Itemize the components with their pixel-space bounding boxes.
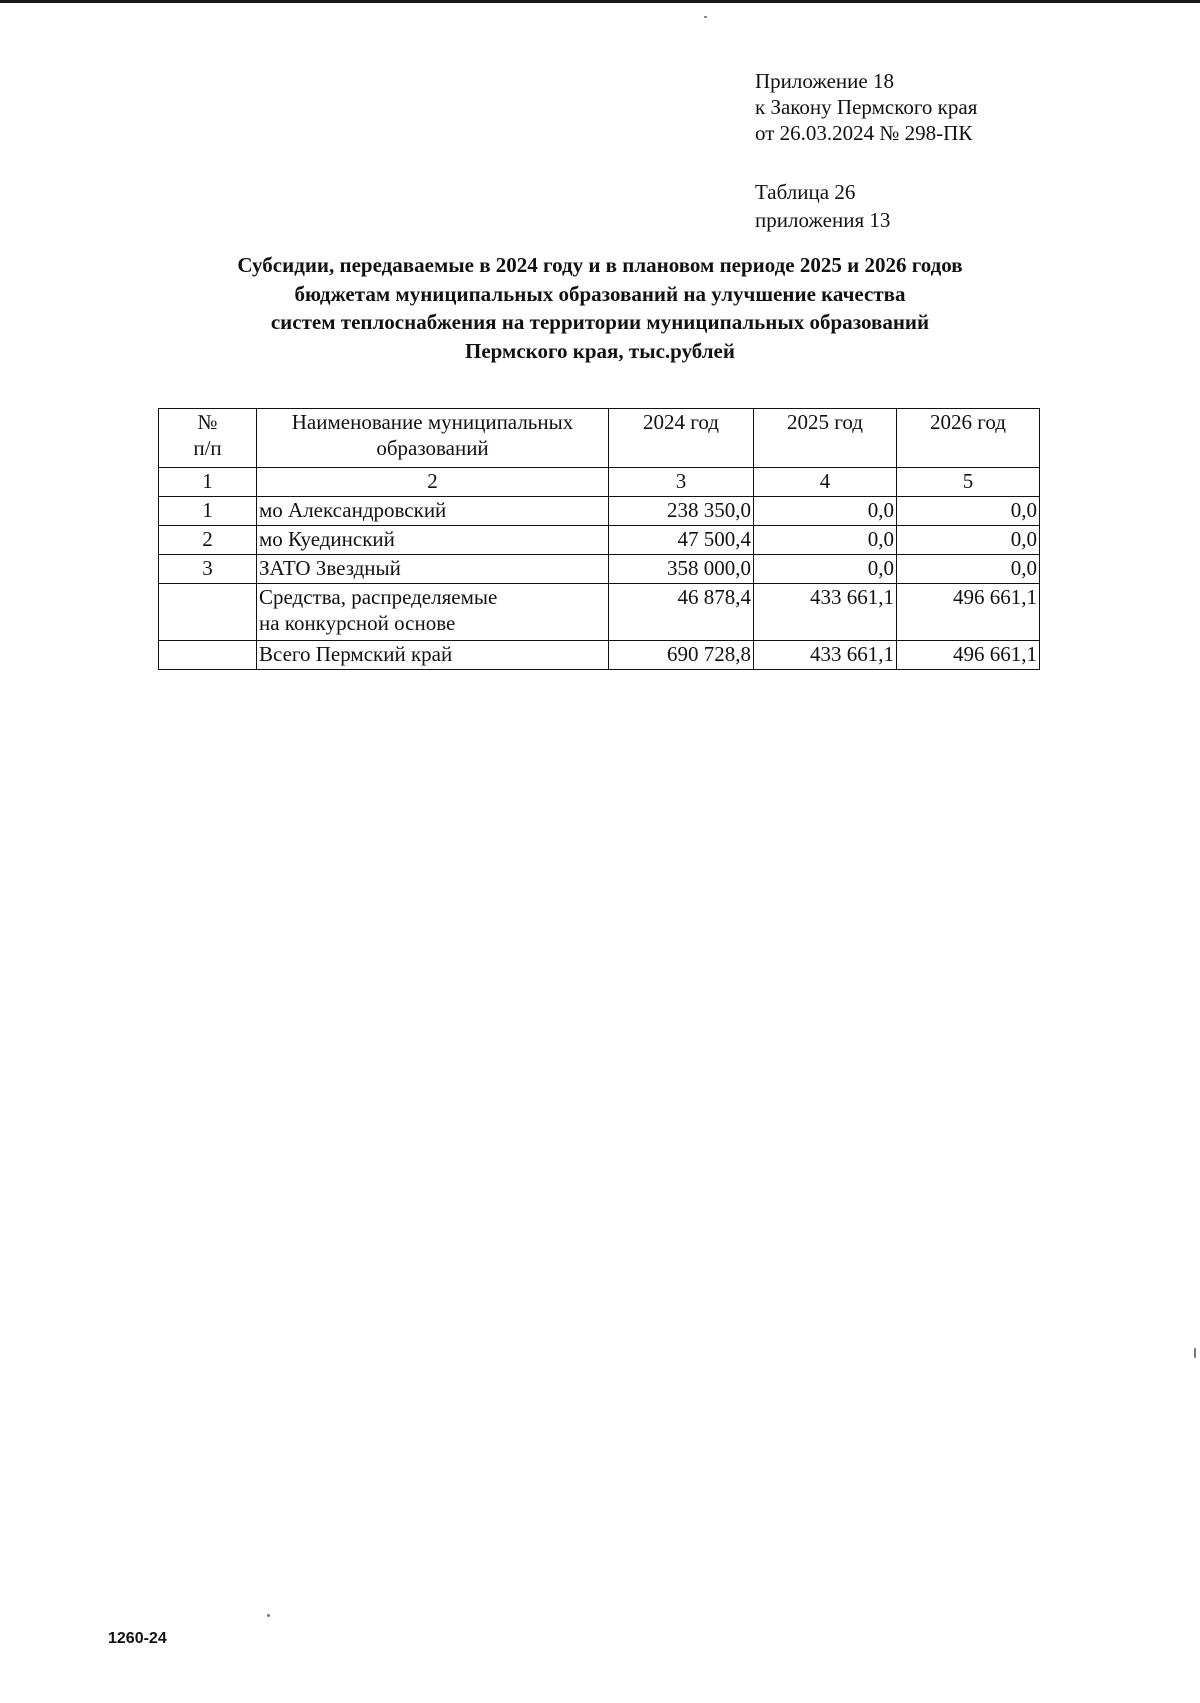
appendix-line: к Закону Пермского края: [755, 95, 978, 119]
row-2024: 238 350,0: [609, 497, 754, 526]
column-index: 2: [257, 468, 609, 497]
header-num-line: п/п: [193, 436, 222, 460]
row-2025: 0,0: [754, 526, 897, 555]
table-row: [159, 526, 1040, 555]
row-name: мо Куединский: [257, 526, 609, 555]
table-row: [159, 497, 1040, 526]
row-2026: 0,0: [897, 497, 1040, 526]
header-name: Наименование муниципальных образований: [257, 409, 609, 468]
table-row: [159, 584, 1040, 641]
column-index: 4: [754, 468, 897, 497]
top-border-line: [0, 0, 1200, 3]
column-index: 5: [897, 468, 1040, 497]
row-2024: 690 728,8: [609, 641, 754, 670]
row-name-line: Средства, распределяемые: [259, 585, 498, 609]
document-title: [130, 251, 1070, 365]
scan-speck: [1194, 1348, 1196, 1358]
row-num: [159, 641, 257, 670]
row-name: Всего Пермский край: [257, 641, 609, 670]
appendix-line: от 26.03.2024 № 298-ПК: [755, 121, 973, 145]
header-2025: 2025 год: [754, 409, 897, 468]
document-code: 1260-24: [108, 1630, 167, 1647]
row-2025: 433 661,1: [754, 641, 897, 670]
header-2026: 2026 год: [897, 409, 1040, 468]
row-name: ЗАТО Звездный: [257, 555, 609, 584]
table-ref-line: приложения 13: [755, 208, 891, 232]
table-header-row: [159, 409, 1040, 468]
row-2024: 46 878,4: [609, 584, 754, 641]
header-2024: 2024 год: [609, 409, 754, 468]
title-line: бюджетам муниципальных образований на улучшение качества: [294, 281, 906, 306]
column-index-row: [159, 468, 1040, 497]
title-line: Пермского края, тыс.рублей: [465, 338, 735, 363]
column-index: 1: [159, 468, 257, 497]
row-name-line: на конкурсной основе: [259, 611, 456, 635]
appendix-line: Приложение 18: [755, 69, 894, 93]
row-2026: 0,0: [897, 555, 1040, 584]
total-row: [159, 641, 1040, 670]
header-num-line: №: [197, 410, 218, 434]
row-2024: 47 500,4: [609, 526, 754, 555]
row-2026: 0,0: [897, 526, 1040, 555]
scan-speck: [704, 16, 707, 18]
title-line: систем теплоснабжения на территории муниципальных образований: [270, 310, 930, 334]
appendix-reference: [755, 68, 977, 146]
row-2025: 433 661,1: [754, 584, 897, 641]
row-2025: 0,0: [754, 555, 897, 584]
row-num: 3: [159, 555, 257, 584]
subsidies-table: [158, 408, 1040, 670]
row-num: 2: [159, 526, 257, 555]
row-2026: 496 661,1: [897, 641, 1040, 670]
table-row: [159, 555, 1040, 584]
row-2025: 0,0: [754, 497, 897, 526]
row-2024: 358 000,0: [609, 555, 754, 584]
row-2026: 496 661,1: [897, 584, 1040, 641]
scan-speck: [267, 1614, 270, 1617]
row-num: 1: [159, 497, 257, 526]
row-name: мо Александровский: [257, 497, 609, 526]
column-index: 3: [609, 468, 754, 497]
row-name: [257, 584, 609, 641]
header-num: [159, 409, 257, 468]
row-num: [159, 584, 257, 641]
table-ref-line: Таблица 26: [755, 180, 856, 204]
table-reference: [755, 178, 890, 234]
title-line: Субсидии, передаваемые в 2024 году и в плановом периоде 2025 и 2026 годов: [237, 253, 963, 277]
